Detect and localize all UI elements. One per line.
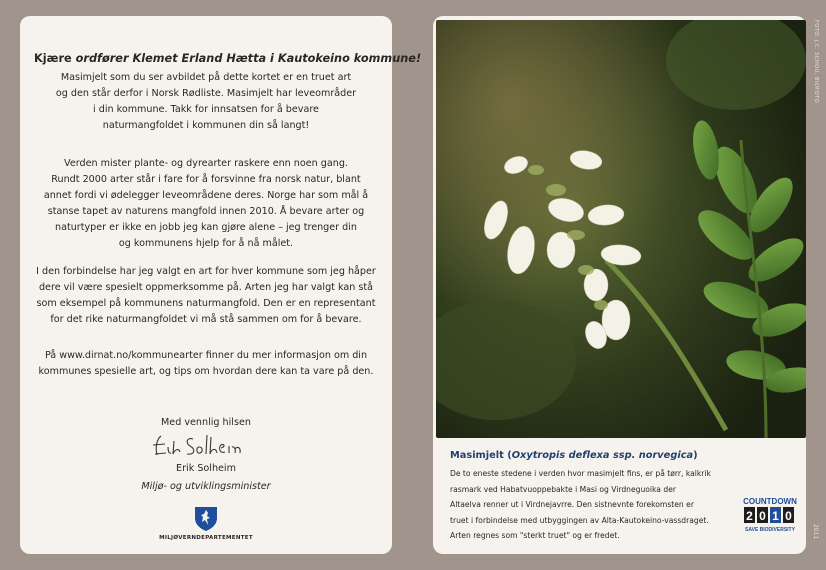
svg-text:2: 2 [746, 509, 753, 523]
species-title: Masimjelt (Oxytropis deflexa ssp. norvegica) [450, 450, 698, 461]
flower-photo [436, 20, 806, 438]
svg-text:SAVE BIODIVERSITY: SAVE BIODIVERSITY [745, 527, 795, 533]
svg-text:1: 1 [772, 509, 779, 523]
paragraph-3: I den forbindelse har jeg valgt en art for hver kommune som jeg håper dere vil være spesielt oppmerksomme på. Arten jeg har valgt kan stå som eksempel på kommunens naturmangfold. Den er en representant for det rike naturmangfoldet vi må stå sammen om for å bevare. [36, 266, 376, 325]
photo-credit: FOTO: J.C. SCHOU, BIOFOTO [813, 20, 819, 104]
paragraph-1: Masimjelt som du ser avbildet på dette kortet er en truet art og den står derfor i Norsk Rødliste. Masimjelt har leveområder i din kommune. Takk for innsatsen for å bevare naturmangfoldet i kommunen din så langt! [55, 72, 357, 131]
year-label: 2011 [812, 524, 819, 540]
species-card [433, 16, 806, 554]
paragraph-4: På www.dirnat.no/kommunearter finner du mer informasjon om din kommunes spesielle art, og tips om hvordan dere kan ta vare på den. [38, 350, 374, 377]
closing-line: Med vennlig hilsen [161, 417, 251, 428]
ministry-name: MILJØVERNDEPARTEMENTET [159, 535, 253, 541]
salutation: Kjære ordfører Klemet Erland Hætta i Kautokeino kommune! [34, 52, 422, 65]
species-description: De to eneste stedene i verden hvor masimjelt fins, er på tørr, kalkrik rasmark ved Habatvuoppebakte i Masi og Virdneguoika der Altaelva renner ut i Virdnejavrre. Den sistnevnte forekomsten er truet i forbindelse med utbyggingen av Alta-Kautokeino-vassdraget. Arten regnes som "sterkt truet" og er fredet. [450, 469, 711, 540]
paragraph-2: Verden mister plante- og dyrearter raskere enn noen gang. Rundt 2000 arter står i fare for å forsvinne fra norsk natur, blant annet fordi vi ødelegger leveområdene deres. Norge har som mål å stanse tapet av naturens mangfold innen 2010. Å bevare arter og naturtyper er ikke en jobb jeg kan gjøre alene – jeg trenger din og kommunens hjelp for å nå målet. [43, 158, 369, 249]
signer-name: Erik Solheim [176, 463, 236, 474]
svg-text:0: 0 [759, 509, 766, 523]
letter-card [20, 16, 422, 554]
countdown-2010-logo [741, 496, 799, 536]
signer-title: Miljø- og utviklingsminister [141, 481, 271, 492]
svg-text:COUNTDOWN: COUNTDOWN [743, 497, 797, 506]
svg-text:0: 0 [785, 509, 792, 523]
coat-of-arms-icon [192, 504, 220, 532]
handwritten-signature [135, 427, 255, 463]
